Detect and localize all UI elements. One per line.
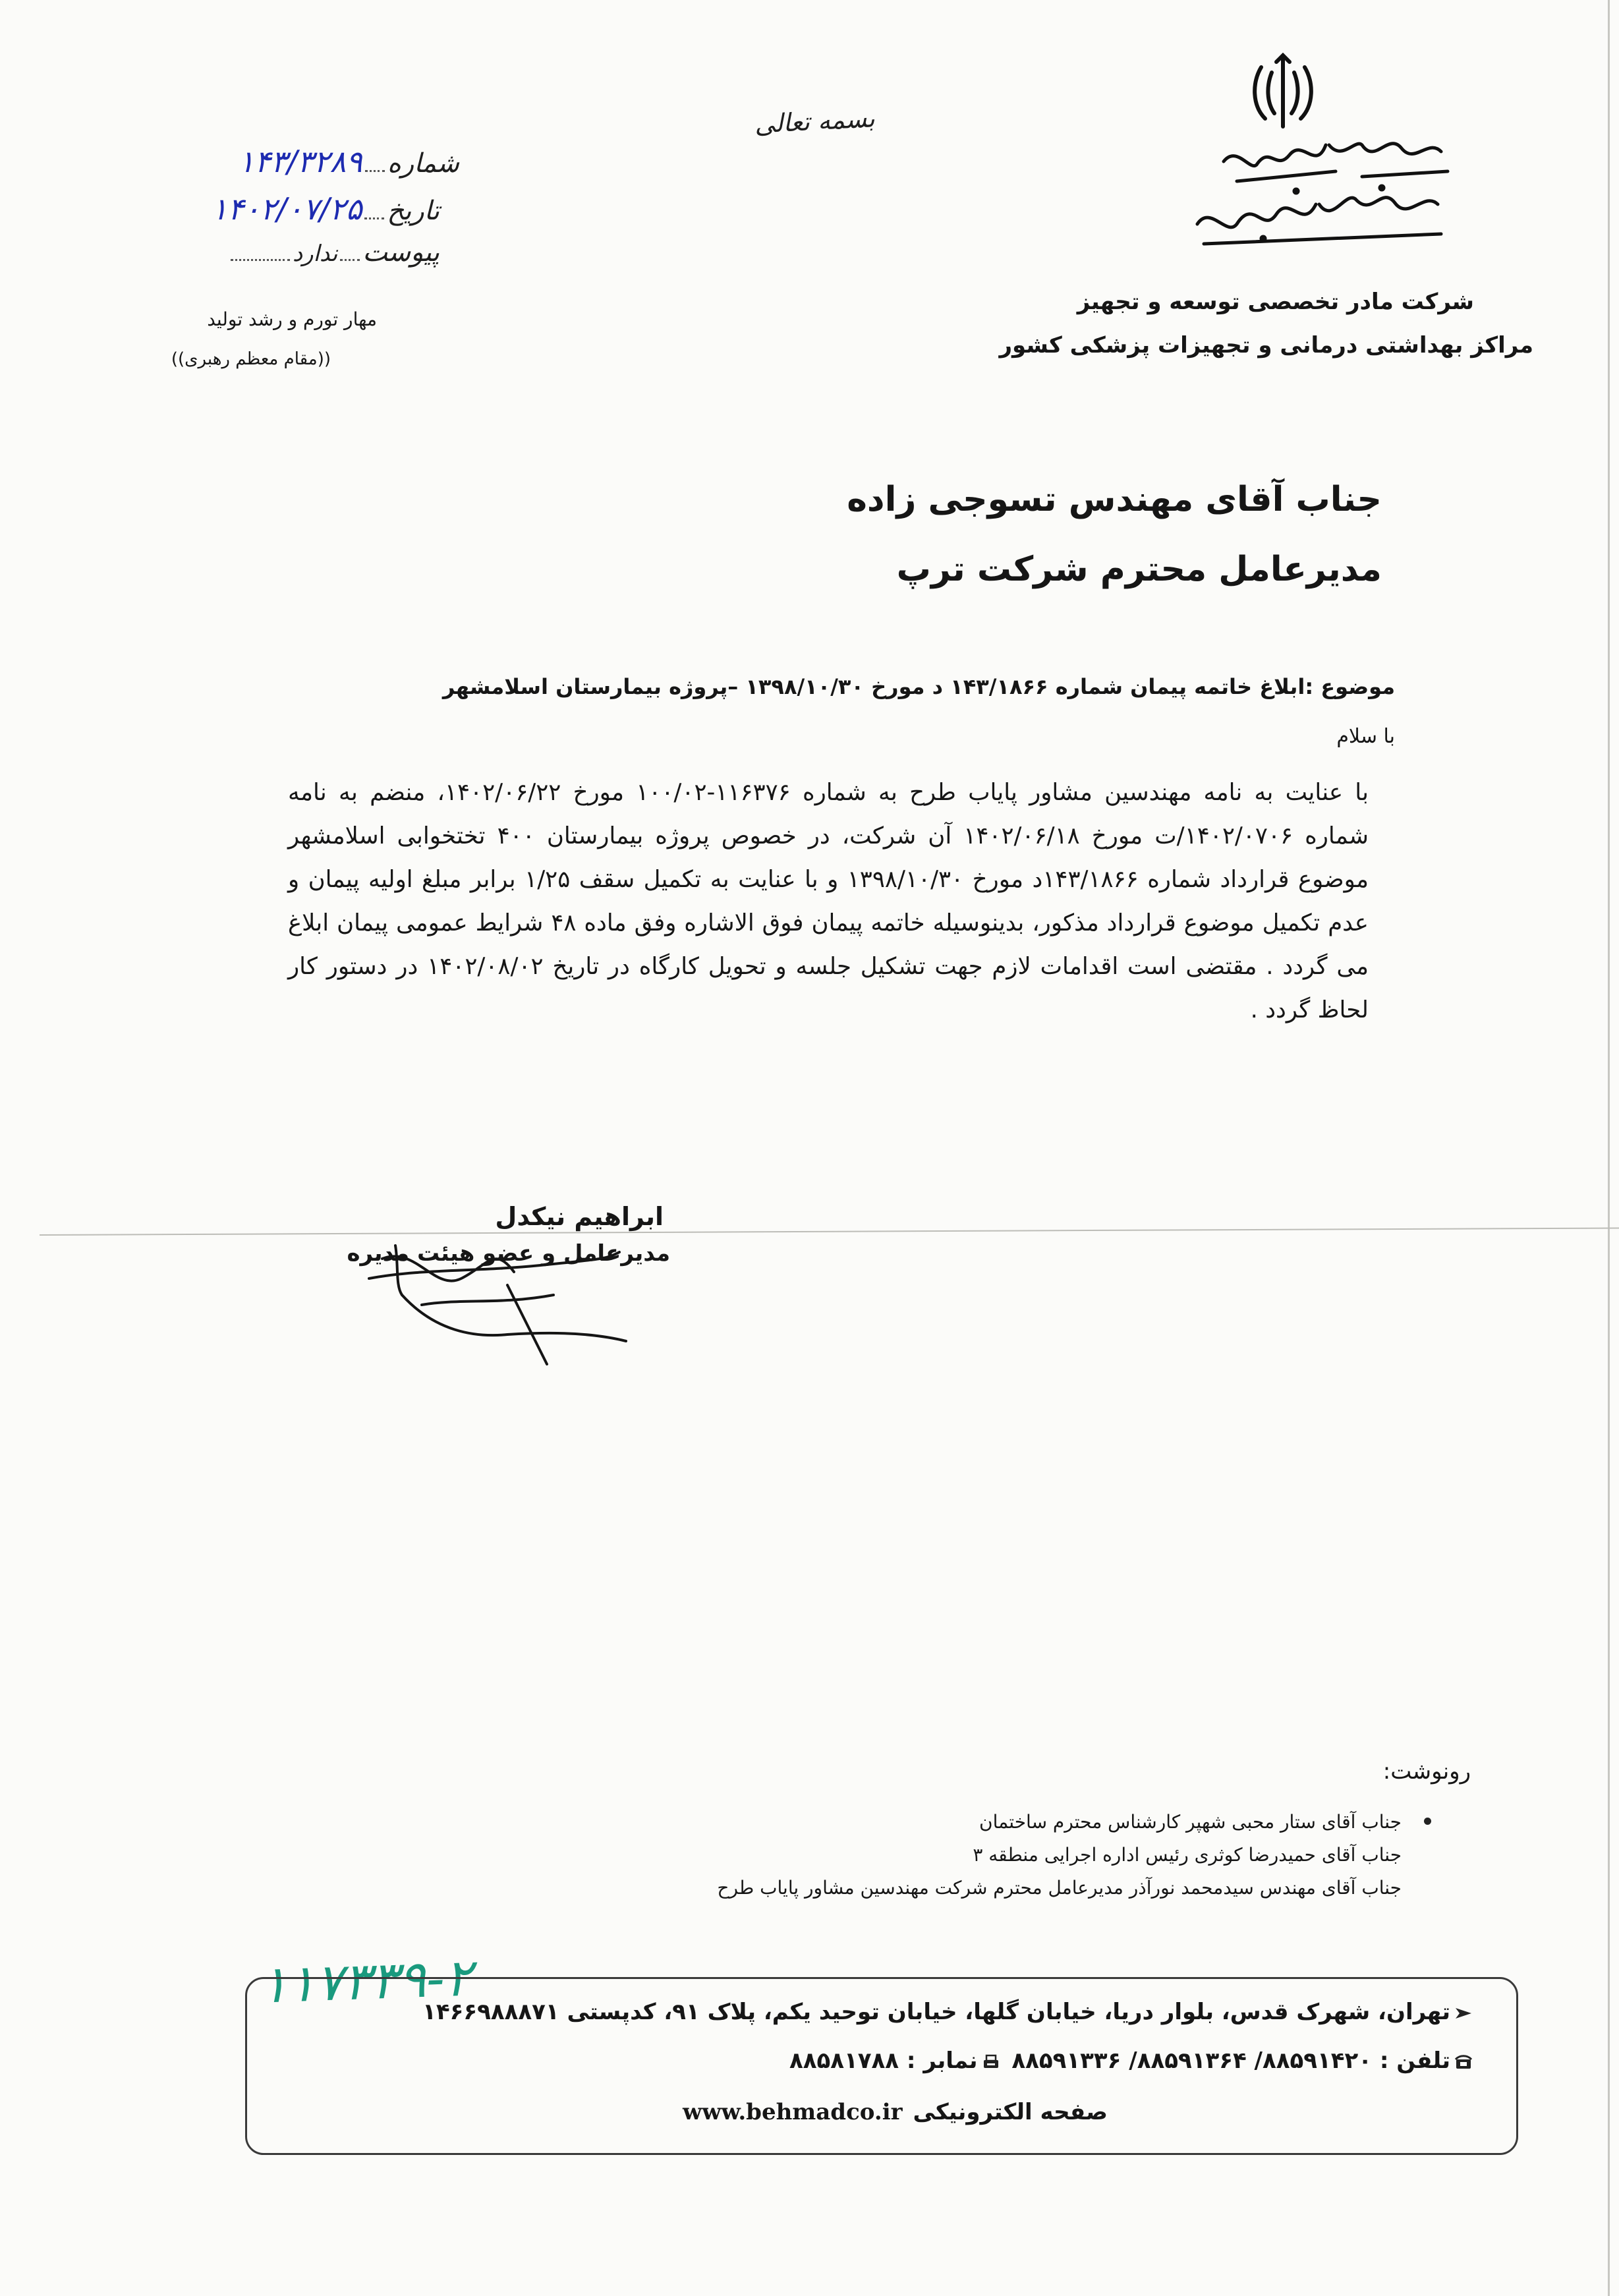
website-link[interactable]: www.behmadco.ir bbox=[682, 2099, 903, 2125]
cc-bullet bbox=[1424, 1818, 1431, 1825]
dots bbox=[340, 259, 360, 261]
cc-item: جناب آقای مهندس سیدمحمد نورآذر مدیرعامل محترم شرکت مهندسین مشاور پایاب طرح bbox=[717, 1877, 1402, 1899]
website-label: صفحه الکترونیکی bbox=[913, 2099, 1108, 2125]
handwritten-signature bbox=[343, 1206, 633, 1377]
letter-date-label: تاریخ bbox=[387, 196, 440, 226]
letter-subject: موضوع :ابلاغ خاتمه پیمان شماره ۱۴۳/۱۸۶۶ د مورخ ۱۳۹۸/۱۰/۳۰ –پروژه بیمارستان اسلامشهر bbox=[442, 674, 1395, 699]
fax-label: نمابر : bbox=[906, 2048, 978, 2074]
dots bbox=[231, 259, 290, 261]
address-pointer-icon bbox=[1454, 2005, 1473, 2021]
letter-number-value: ۱۴۳/۳۲۸۹ bbox=[238, 144, 362, 179]
iran-emblem-icon bbox=[1247, 53, 1319, 132]
attachment-row bbox=[228, 237, 440, 277]
footer-address: تهران، شهرک قدس، بلوار دریا، خیابان گلها، خیابان توحید یکم، پلاک ۹۱، کدپستی ۱۴۶۶۹۸۸۸۷۱ bbox=[422, 1999, 1450, 2025]
cc-item: جناب آقای ستار محبی شهپر کارشناس محترم ساختمان bbox=[979, 1811, 1402, 1833]
signatory-title: مدیرعامل و عضو هیئت مدیره bbox=[347, 1240, 670, 1267]
footer-contact-box bbox=[245, 1977, 1518, 2155]
handwritten-registry-number: ۱۱۷۳۳۹-۲ bbox=[259, 1948, 473, 2015]
footer-phone-row bbox=[789, 2048, 1477, 2074]
addressee-name: جناب آقای مهندس تسوجی زاده bbox=[847, 480, 1382, 519]
footer-web-row bbox=[683, 2099, 1108, 2125]
fax-icon bbox=[982, 2054, 1000, 2070]
fax-number: ۸۸۵۸۱۷۸۸ bbox=[789, 2048, 899, 2074]
scan-fold-line bbox=[40, 1228, 1619, 1236]
greeting: با سلام bbox=[1336, 725, 1395, 748]
letter-date-value: ۱۴۰۲/۰۷/۲۵ bbox=[211, 191, 362, 227]
cc-list bbox=[717, 1806, 1402, 1905]
attachment-label: پیوست bbox=[362, 237, 440, 268]
ministry-calligraphy-logo bbox=[1164, 125, 1454, 257]
phone-icon bbox=[1454, 2054, 1473, 2070]
letter-date-row bbox=[212, 191, 440, 231]
addressee-title: مدیرعامل محترم شرکت ترپ bbox=[896, 550, 1382, 589]
letter-number-label: شماره bbox=[387, 148, 459, 179]
scan-edge bbox=[1608, 0, 1610, 2296]
signatory-name: ابراهیم نیکدل bbox=[495, 1202, 664, 1231]
company-name-line2: مراکز بهداشتی درمانی و تجهیزات پزشکی کشور bbox=[999, 332, 1533, 359]
bismillah-heading: بسمه تعالی bbox=[753, 103, 876, 139]
letter-number-row bbox=[238, 144, 459, 183]
annual-slogan: مهار تورم و رشد تولید bbox=[207, 308, 377, 330]
attachment-value: ندارد bbox=[293, 241, 338, 267]
footer-address-row bbox=[422, 1999, 1477, 2025]
cc-heading: رونوشت: bbox=[1382, 1758, 1471, 1785]
cc-item: جناب آقای حمیدرضا کوثری رئیس اداره اجرایی منطقه ۳ bbox=[973, 1844, 1402, 1866]
dots bbox=[365, 170, 385, 172]
letter-body: با عنایت به نامه مهندسین مشاور پایاب طرح به شماره ۱۱۶۳۷۶-۱۰۰/۰۲ مورخ ۱۴۰۲/۰۶/۲۲، منضم به نامه شماره ۱۴۰۲/۰۷۰۶/ت مورخ ۱۴۰۲/۰۶/۱۸ آن شرکت، در خصوص پروژه بیمارستان ۴۰۰ تختخوابی اسلامشهر موضوع قرارداد شماره ۱۴۳/۱۸۶۶د مورخ ۱۳۹۸/۱۰/۳۰ و با عنایت به تکمیل سقف ۱/۲۵ برابر مبلغ اولیه پیمان و عدم تکمیل موضوع قرارداد مذکور، بدینوسیله خاتمه پیمان فوق الاشاره وفق ماده ۴۸ شرایط عمومی پیمان ابلاغ می گردد . مقتضی است اقدامات لازم جهت تشکیل جلسه و تحویل کارگاه در تاریخ ۱۴۰۲/۰۸/۰۲ در دستور کار لحاظ گردد . bbox=[288, 779, 1369, 1023]
dots bbox=[364, 217, 384, 219]
phone-label: تلفن : bbox=[1379, 2048, 1450, 2074]
phone-numbers: ۸۸۵۹۱۴۲۰/ ۸۸۵۹۱۳۶۴/ ۸۸۵۹۱۳۳۶ bbox=[1011, 2048, 1372, 2074]
slogan-source: ((مقام معظم رهبری)) bbox=[171, 349, 331, 369]
company-name-line1: شرکت مادر تخصصی توسعه و تجهیز bbox=[1077, 289, 1474, 315]
